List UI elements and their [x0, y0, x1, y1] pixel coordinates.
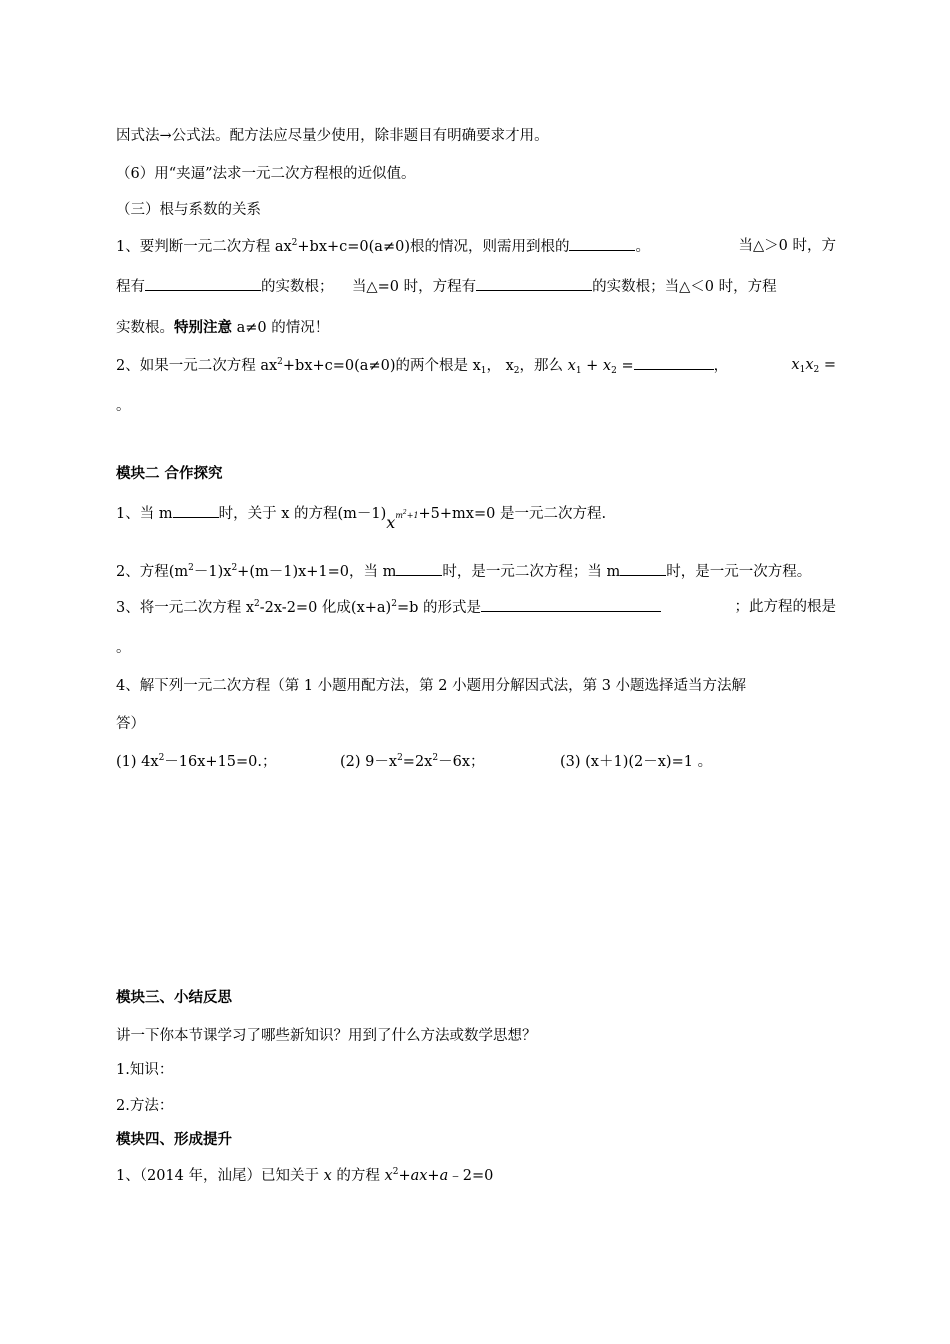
answer-blank[interactable] [145, 276, 261, 291]
reflection-prompt [116, 1026, 537, 1046]
math-var: x [805, 357, 814, 373]
text: + [398, 1168, 411, 1184]
math-var: x [323, 1168, 332, 1184]
text: 当△=0 时，方程有 [351, 279, 477, 295]
answer-blank[interactable] [173, 503, 219, 518]
subscript: 2 [813, 365, 820, 375]
problem-3 [560, 752, 712, 772]
text: 实数根。 [116, 320, 174, 336]
exponent: 2 [392, 1167, 399, 1177]
text: ， [486, 358, 501, 374]
exponent: 2 [158, 753, 165, 763]
text: =b 的形式是 [396, 600, 481, 616]
text: (1) 4x [116, 754, 159, 770]
text: 1、当 m [116, 506, 173, 522]
exponent: 2 [402, 509, 407, 516]
method-label [116, 1096, 173, 1116]
knowledge-label [116, 1060, 173, 1080]
subscript: 1 [799, 365, 806, 375]
problem-2 [340, 752, 485, 772]
exponent: 2 [231, 563, 238, 573]
exponent: 2 [188, 563, 194, 573]
improvement-question-1 [116, 1166, 493, 1186]
text: 4、解下列一元二次方程（第 1 小题用配方法，第 2 小题用分解因式法，第 3 小题选择适当方法解 [116, 678, 747, 694]
text: 当△＞0 时，方 [738, 238, 836, 254]
module-2-heading [116, 464, 223, 484]
math-var: x [386, 513, 396, 532]
exponent: 2 [397, 753, 403, 763]
text: 讲一下你本节课学习了哪些新知识？用到了什么方法或数学思想？ [116, 1028, 537, 1044]
text: ；此方程的根是 [734, 599, 836, 615]
exponent: 2 [391, 599, 397, 609]
text: ﹣2=0 [448, 1168, 494, 1184]
text: 。 [116, 398, 131, 414]
math-var: x [384, 1168, 393, 1184]
text: +(m－1)x+1=0，当 m [237, 564, 397, 580]
text: 1、（2014 年，汕尾）已知关于 [116, 1168, 319, 1184]
heading-text: 模块四、形成提升 [116, 1132, 232, 1148]
product-expression [791, 355, 836, 375]
text-line [116, 126, 549, 146]
text: (3) (x＋1)(2－x)=1 。 [560, 754, 713, 770]
text: －16x+15=0.； [164, 754, 277, 770]
text: 时，是一元一次方程。 [666, 564, 812, 580]
text: ， [713, 358, 729, 374]
math-var: ax [410, 1168, 428, 1184]
cooperative-question-3 [116, 597, 836, 618]
question-1-line-1 [116, 236, 836, 257]
text: ，那么 [519, 358, 564, 374]
cooperative-question-2 [116, 561, 811, 582]
problem-1 [116, 752, 277, 772]
exponent: +1 [406, 511, 419, 520]
text: 的方程 [336, 1168, 380, 1184]
subscript: 1 [480, 366, 487, 376]
module-3-heading [116, 988, 232, 1008]
text: a≠0 的情况！ [232, 320, 330, 336]
exponent: 2 [432, 753, 439, 763]
subscript: 2 [611, 366, 617, 376]
question-1-line-2 [116, 276, 836, 297]
exponent: 2 [291, 238, 298, 248]
answer-blank[interactable] [634, 355, 714, 370]
answer-blank[interactable] [476, 276, 592, 291]
power-expression [386, 509, 419, 533]
text: +bx+c=0(a≠0)根的情况，则需用到根的 [297, 239, 570, 255]
text: 因式法→公式法。配方法应尽量少使用，除非题目有明确要求才用。 [116, 128, 549, 144]
text: 程有 [116, 279, 145, 295]
answer-blank[interactable] [481, 597, 661, 612]
exponent: m [395, 511, 403, 520]
emphasis-text: 特别注意 [174, 320, 232, 336]
answer-blank[interactable] [620, 561, 666, 576]
text: 的实数根；当△＜0 时，方程 [592, 279, 777, 295]
subscript: 2 [513, 366, 520, 376]
text: （6）用“夹逼”法求一元二次方程根的近似值。 [116, 166, 416, 182]
text: （三）根与系数的关系 [116, 202, 261, 218]
math-var: x [791, 357, 800, 373]
cooperative-question-4 [116, 676, 746, 696]
text: 。 [116, 640, 131, 656]
text: 。 [635, 239, 650, 255]
text: +5+mx=0 是一元二次方程. [418, 506, 607, 522]
answer-blank[interactable] [396, 561, 442, 576]
math-var: + x [581, 358, 612, 374]
text-line [116, 164, 416, 184]
text: 1、要判断一元二次方程 ax [116, 239, 292, 255]
question-1-line-3 [116, 318, 329, 338]
section-heading [116, 200, 261, 220]
text: 时，关于 x 的方程(m－1) [218, 506, 387, 522]
text: 的实数根； [261, 279, 334, 295]
text: x [505, 358, 514, 374]
text: 答） [116, 716, 145, 732]
heading-text: 模块二 合作探究 [116, 466, 223, 482]
answer-blank[interactable] [569, 236, 635, 251]
question-2-line-2 [116, 396, 131, 416]
text: 时，是一元二次方程；当 m [442, 564, 621, 580]
text: 2、如果一元二次方程 ax [116, 358, 278, 374]
exponent: 2 [277, 357, 283, 367]
heading-text: 模块三、小结反思 [116, 990, 232, 1006]
text: =2x [402, 754, 433, 770]
exponent: 2 [254, 599, 260, 609]
text: (2) 9－x [340, 754, 398, 770]
math-var: a [439, 1168, 449, 1184]
text: 3、将一元二次方程 x [116, 600, 255, 616]
cooperative-question-3-end [116, 638, 131, 658]
cooperative-question-1 [116, 503, 607, 532]
math-var: x [567, 358, 576, 374]
module-4-heading [116, 1130, 232, 1150]
question-2-line-1 [116, 355, 836, 376]
text: 2.方法： [116, 1098, 174, 1114]
text: 1.知识： [116, 1062, 174, 1078]
text: －1)x [193, 564, 232, 580]
subscript: 1 [575, 366, 582, 376]
text: -2x-2=0 化成(x+a) [259, 600, 392, 616]
text: = [819, 357, 836, 373]
text: + [427, 1168, 440, 1184]
text: 2、方程(m [116, 564, 189, 580]
text: = [616, 358, 634, 374]
text: +bx+c=0(a≠0)的两个根是 x [282, 358, 481, 374]
text: －6x； [438, 754, 485, 770]
cooperative-question-4-cont [116, 714, 145, 734]
